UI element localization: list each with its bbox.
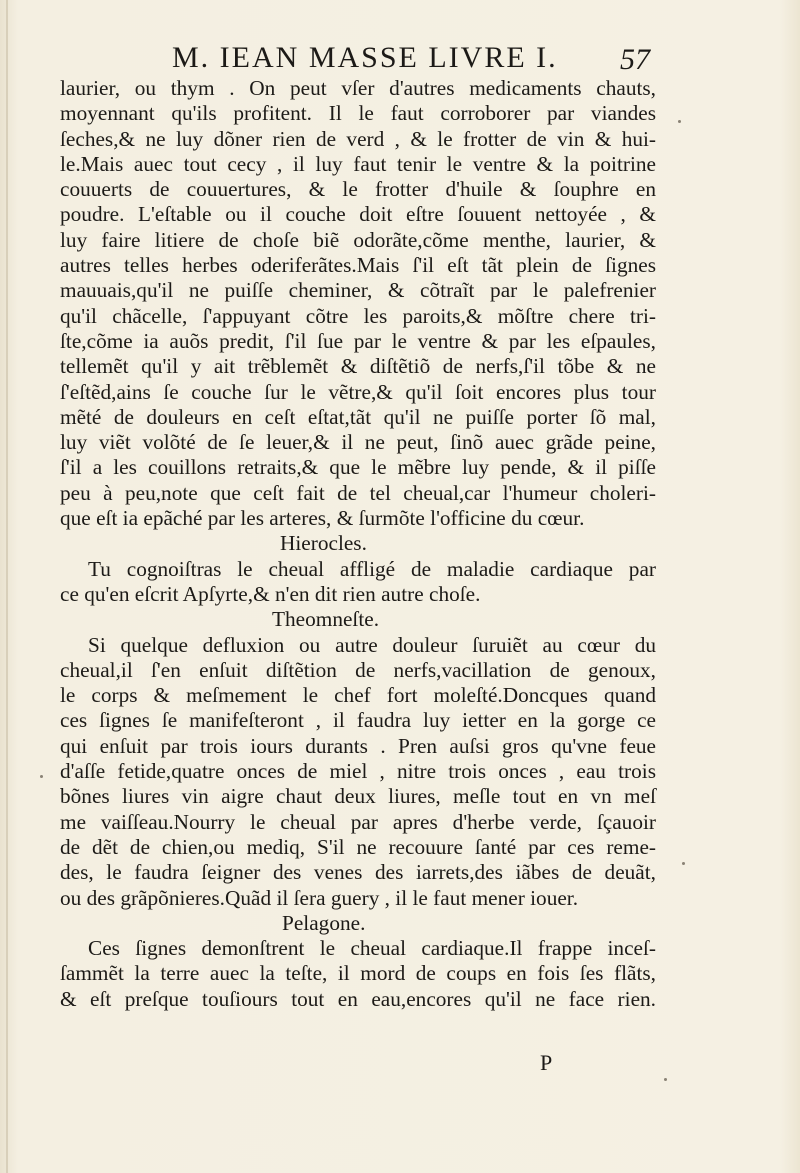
page-number: 57 xyxy=(620,43,650,76)
section-heading: Theomneſte. xyxy=(272,607,380,632)
paper-speck xyxy=(682,862,685,865)
catchword: P xyxy=(540,1050,553,1075)
text-line: moyennant qu'ils profitent. Il le faut corroborer par viandes xyxy=(60,101,656,126)
text-line: ſ'il a les couillons retraits,& que le mẽbre luy pende, & il piſſe xyxy=(60,455,656,480)
text-line: des, le faudra ſeigner des venes des iarrets,des iãbes de deuãt, xyxy=(60,860,656,885)
text-line: Ces ſignes demonſtrent le cheual cardiaque.Il frappe inceſ- xyxy=(88,936,656,961)
text-line: couuerts de couuertures, & le frotter d'huile & ſouphre en xyxy=(60,177,656,202)
text-line: ce qu'en eſcrit Apſyrte,& n'en dit rien autre choſe. xyxy=(60,581,481,606)
text-line: qu'il chãcelle, ſ'appuyant cõtre les paroits,& mõſtre chere tri- xyxy=(60,303,656,328)
text-line: d'aſſe fetide,quatre onces de miel , nitre trois onces , eau trois xyxy=(60,759,656,784)
text-line: qui enſuit par trois iours durants . Pren auſsi gros qu'vne feue xyxy=(60,733,656,758)
running-head: M. IEAN MASSE LIVRE I. xyxy=(172,41,558,74)
text-line: ſte,cõme ia auõs predit, ſ'il ſue par le ventre & par les eſpaules, xyxy=(60,328,656,353)
text-line: mauuais,qu'il ne puiſſe cheminer, & cõtraĩt par le palefrenier xyxy=(60,278,656,303)
text-line: cheual,il ſ'en enſuit diſtẽtion de nerfs,vacillation de genoux, xyxy=(60,657,656,682)
text-line: de dẽt de chien,ou mediq, S'il ne recouure ſanté par ces reme- xyxy=(60,834,656,859)
text-line: poudre. L'eſtable ou il couche doit eſtre ſouuent nettoyée , & xyxy=(60,202,656,227)
text-line: peu à peu,note que ceſt fait de tel cheual,car l'humeur choleri- xyxy=(60,480,656,505)
text-line: ou des grãpõnieres.Quãd il ſera guery , il le faut mener iouer. xyxy=(60,885,579,910)
section-heading: Pelagone. xyxy=(282,910,366,935)
text-line: mẽté de douleurs en ceſt eſtat,tãt qu'il ne puiſſe porter ſõ mal, xyxy=(60,404,656,429)
text-line: bõnes liures vin aigre chaut deux liures, meſle tout en vn meſ xyxy=(60,784,656,809)
text-line: luy viẽt volõté de ſe leuer,& il ne peut, ſinõ auec grãde peine, xyxy=(60,430,656,455)
section-heading: Hierocles. xyxy=(280,531,367,556)
text-line: ſammẽt la terre auec la teſte, il mord de coups en fois ſes flãts, xyxy=(60,961,656,986)
text-line: laurier, ou thym . On peut vſer d'autres medicaments chauts, xyxy=(60,76,656,100)
paper-speck xyxy=(40,775,43,778)
text-line: Tu cognoiſtras le cheual affligé de maladie cardiaque par xyxy=(88,556,656,581)
text-line: autres telles herbes oderiferãtes.Mais ſ'il eſt tãt plein de ſignes xyxy=(60,253,656,278)
text-line: Si quelque defluxion ou autre douleur ſuruiẽt au cœur du xyxy=(88,632,656,657)
body-text xyxy=(60,76,656,1012)
text-line: ſ'eſtẽd,ains ſe couche ſur le vẽtre,& qu'il ſoit encores plus tour xyxy=(60,379,656,404)
paper-speck xyxy=(678,120,681,123)
text-line: & eſt preſque touſiours tout en eau,encores qu'il ne face rien. xyxy=(60,986,656,1011)
page-header xyxy=(60,40,660,76)
text-line: tellemẽt qu'il y ait trẽblemẽt & diſtẽtiõ de nerfs,ſ'il tõbe & ne xyxy=(60,354,656,379)
text-line: ces ſignes ſe manifeſteront , il faudra luy ietter en la gorge ce xyxy=(60,708,656,733)
text-line: luy faire litiere de choſe biẽ odorãte,cõme menthe, laurier, & xyxy=(60,227,656,252)
text-line: ſeches,& ne luy dõner rien de verd , & le frotter de vin & hui- xyxy=(60,126,656,151)
text-line: me vaiſſeau.Nourry le cheual par apres d'herbe verde, ſçauoir xyxy=(60,809,656,834)
page-gutter-edge xyxy=(6,0,8,1173)
text-line: le.Mais auec tout cecy , il luy faut tenir le ventre & la poitrine xyxy=(60,151,656,176)
text-line: le corps & meſmement le chef fort moleſté.Doncques quand xyxy=(60,683,656,708)
paper-speck xyxy=(664,1078,667,1081)
text-line: que eſt ia epãché par les arteres, & ſurmõte l'officine du cœur. xyxy=(60,506,585,531)
